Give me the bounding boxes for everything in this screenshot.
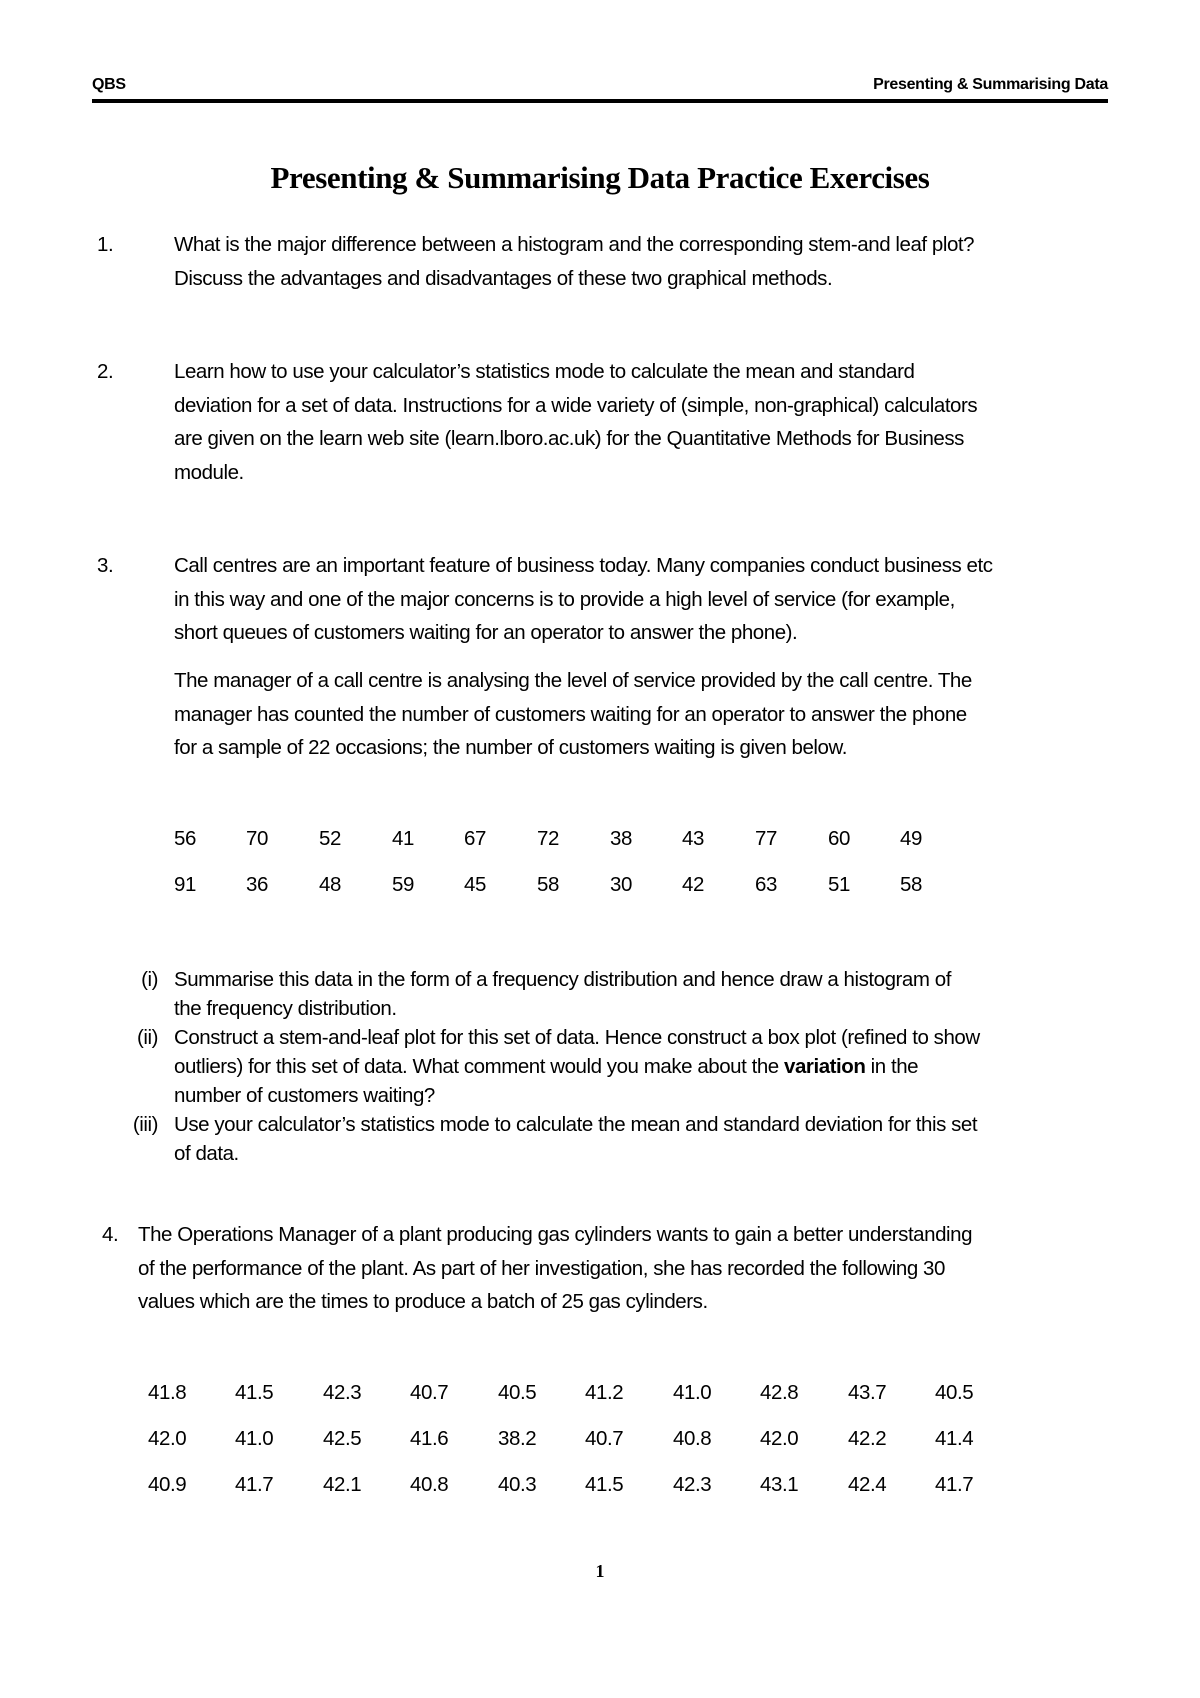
- data-value: 42.0: [760, 1427, 799, 1450]
- data-row: [148, 1473, 1048, 1499]
- data-value: 58: [537, 873, 560, 896]
- text-line: Use your calculator’s statistics mode to calculate the mean and standard deviation for this set: [174, 1113, 978, 1136]
- data-value: 51: [828, 873, 851, 896]
- text-segment: outliers) for this set of data. What comment would you make about the: [174, 1055, 785, 1078]
- data-value: 45: [464, 873, 487, 896]
- data-value: 41.0: [673, 1381, 712, 1404]
- sub-question-iii: [114, 1110, 1114, 1170]
- text-line: number of customers waiting?: [174, 1084, 435, 1107]
- data-value: 70: [246, 827, 269, 850]
- text-line: Construct a stem-and-leaf plot for this set of data. Hence construct a box plot (refined to show: [174, 1026, 980, 1049]
- text-line: in this way and one of the major concerns is to provide a high level of service (for example,: [174, 587, 955, 611]
- sub-question-i: [114, 965, 1114, 1025]
- data-value: 41: [392, 827, 415, 850]
- data-value: 41.7: [235, 1473, 274, 1496]
- data-value: 40.5: [935, 1381, 974, 1404]
- data-value: 43: [682, 827, 705, 850]
- data-value: 40.5: [498, 1381, 537, 1404]
- sub-question-text: [174, 965, 1114, 1023]
- data-value: 52: [319, 827, 342, 850]
- data-value: 77: [755, 827, 778, 850]
- data-value: 42.1: [323, 1473, 362, 1496]
- question-number: 2.: [97, 360, 114, 383]
- text-line: for a sample of 22 occasions; the number of customers waiting is given below.: [174, 736, 847, 759]
- data-value: 63: [755, 873, 778, 896]
- text-line: module.: [174, 460, 244, 484]
- data-row: [174, 873, 974, 899]
- data-value: 42.0: [148, 1427, 187, 1450]
- data-value: 41.4: [935, 1427, 974, 1450]
- data-value: 41.5: [585, 1473, 624, 1496]
- text-line: deviation for a set of data. Instructions for a wide variety of (simple, non-graphical) calculators: [174, 393, 978, 417]
- data-value: 38.2: [498, 1427, 537, 1450]
- text-line: the frequency distribution.: [174, 997, 397, 1020]
- data-value: 40.7: [410, 1381, 449, 1404]
- data-value: 60: [828, 827, 851, 850]
- data-value: 48: [319, 873, 342, 896]
- sub-question-text: [174, 1023, 1114, 1110]
- data-value: 72: [537, 827, 560, 850]
- data-value: 42.3: [323, 1381, 362, 1404]
- data-value: 41.8: [148, 1381, 187, 1404]
- page-number: 1: [595, 1561, 605, 1581]
- text-line: of the performance of the plant. As part of her investigation, she has recorded the following 30: [138, 1256, 945, 1280]
- data-value: 41.6: [410, 1427, 449, 1450]
- data-value: 40.7: [585, 1427, 624, 1450]
- text-line: short queues of customers waiting for an operator to answer the phone).: [174, 621, 798, 644]
- data-value: 42.5: [323, 1427, 362, 1450]
- sub-question-label: (iii): [132, 1113, 158, 1136]
- question-text: [174, 355, 1114, 489]
- data-value: 36: [246, 873, 269, 896]
- data-value: 40.9: [148, 1473, 187, 1496]
- emphasis-variation: variation: [784, 1055, 866, 1078]
- data-value: 58: [900, 873, 923, 896]
- text-line: The manager of a call centre is analysing the level of service provided by the call centre. The: [174, 669, 972, 692]
- text-line: The Operations Manager of a plant producing gas cylinders wants to gain a better understanding: [138, 1223, 973, 1246]
- data-value: 59: [392, 873, 415, 896]
- question-text: [174, 228, 1114, 295]
- sub-question-text: [174, 1110, 1114, 1168]
- text-line: are given on the learn web site (learn.lboro.ac.uk) for the Quantitative Methods for Business: [174, 427, 964, 450]
- question-number: 1.: [97, 233, 114, 256]
- data-value: 40.8: [410, 1473, 449, 1496]
- page-title: Presenting & Summarising Data Practice Exercises: [270, 160, 930, 195]
- data-value: 43.7: [848, 1381, 887, 1404]
- sub-question-ii: [114, 1023, 1114, 1113]
- running-header: [92, 76, 1108, 100]
- data-value: 38: [610, 827, 633, 850]
- data-row: [148, 1381, 1048, 1407]
- data-value: 30: [610, 873, 633, 896]
- text-line: [174, 1052, 1114, 1081]
- sub-question-label: (i): [141, 968, 158, 991]
- data-value: 42.2: [848, 1427, 887, 1450]
- data-value: 41.2: [585, 1381, 624, 1404]
- question-text: [138, 1218, 1113, 1319]
- header-right: Presenting & Summarising Data: [873, 76, 1108, 93]
- data-value: 40.8: [673, 1427, 712, 1450]
- header-left: QBS: [92, 76, 126, 93]
- text-line: What is the major difference between a histogram and the corresponding stem-and leaf plot?: [174, 233, 975, 256]
- data-value: 56: [174, 827, 197, 850]
- question-number: 3.: [97, 554, 114, 577]
- text-line: Discuss the advantages and disadvantages of these two graphical methods.: [174, 266, 833, 290]
- data-value: 42.4: [848, 1473, 887, 1496]
- text-line: Learn how to use your calculator’s statistics mode to calculate the mean and standard: [174, 360, 915, 383]
- data-value: 41.5: [235, 1381, 274, 1404]
- header-rule: [92, 99, 1108, 103]
- data-value: 67: [464, 827, 487, 850]
- text-line: Summarise this data in the form of a frequency distribution and hence draw a histogram of: [174, 968, 951, 991]
- text-segment: in the: [865, 1055, 919, 1078]
- data-value: 43.1: [760, 1473, 799, 1496]
- data-value: 41.0: [235, 1427, 274, 1450]
- text-line: values which are the times to produce a batch of 25 gas cylinders.: [138, 1290, 708, 1313]
- question-number: 4.: [102, 1223, 119, 1246]
- question-intro: [174, 549, 1114, 650]
- data-value: 91: [174, 873, 197, 896]
- data-row: [174, 827, 974, 853]
- data-value: 42: [682, 873, 705, 896]
- data-value: 41.7: [935, 1473, 974, 1496]
- text-line: Call centres are an important feature of business today. Many companies conduct business etc: [174, 554, 993, 577]
- data-value: 49: [900, 827, 923, 850]
- data-value: 40.3: [498, 1473, 537, 1496]
- sub-question-label: (ii): [137, 1026, 158, 1049]
- text-line: manager has counted the number of customers waiting for an operator to answer the phone: [174, 702, 967, 726]
- data-row: [148, 1427, 1048, 1453]
- data-value: 42.3: [673, 1473, 712, 1496]
- question-context: [174, 664, 1114, 765]
- text-line: of data.: [174, 1142, 239, 1165]
- data-value: 42.8: [760, 1381, 799, 1404]
